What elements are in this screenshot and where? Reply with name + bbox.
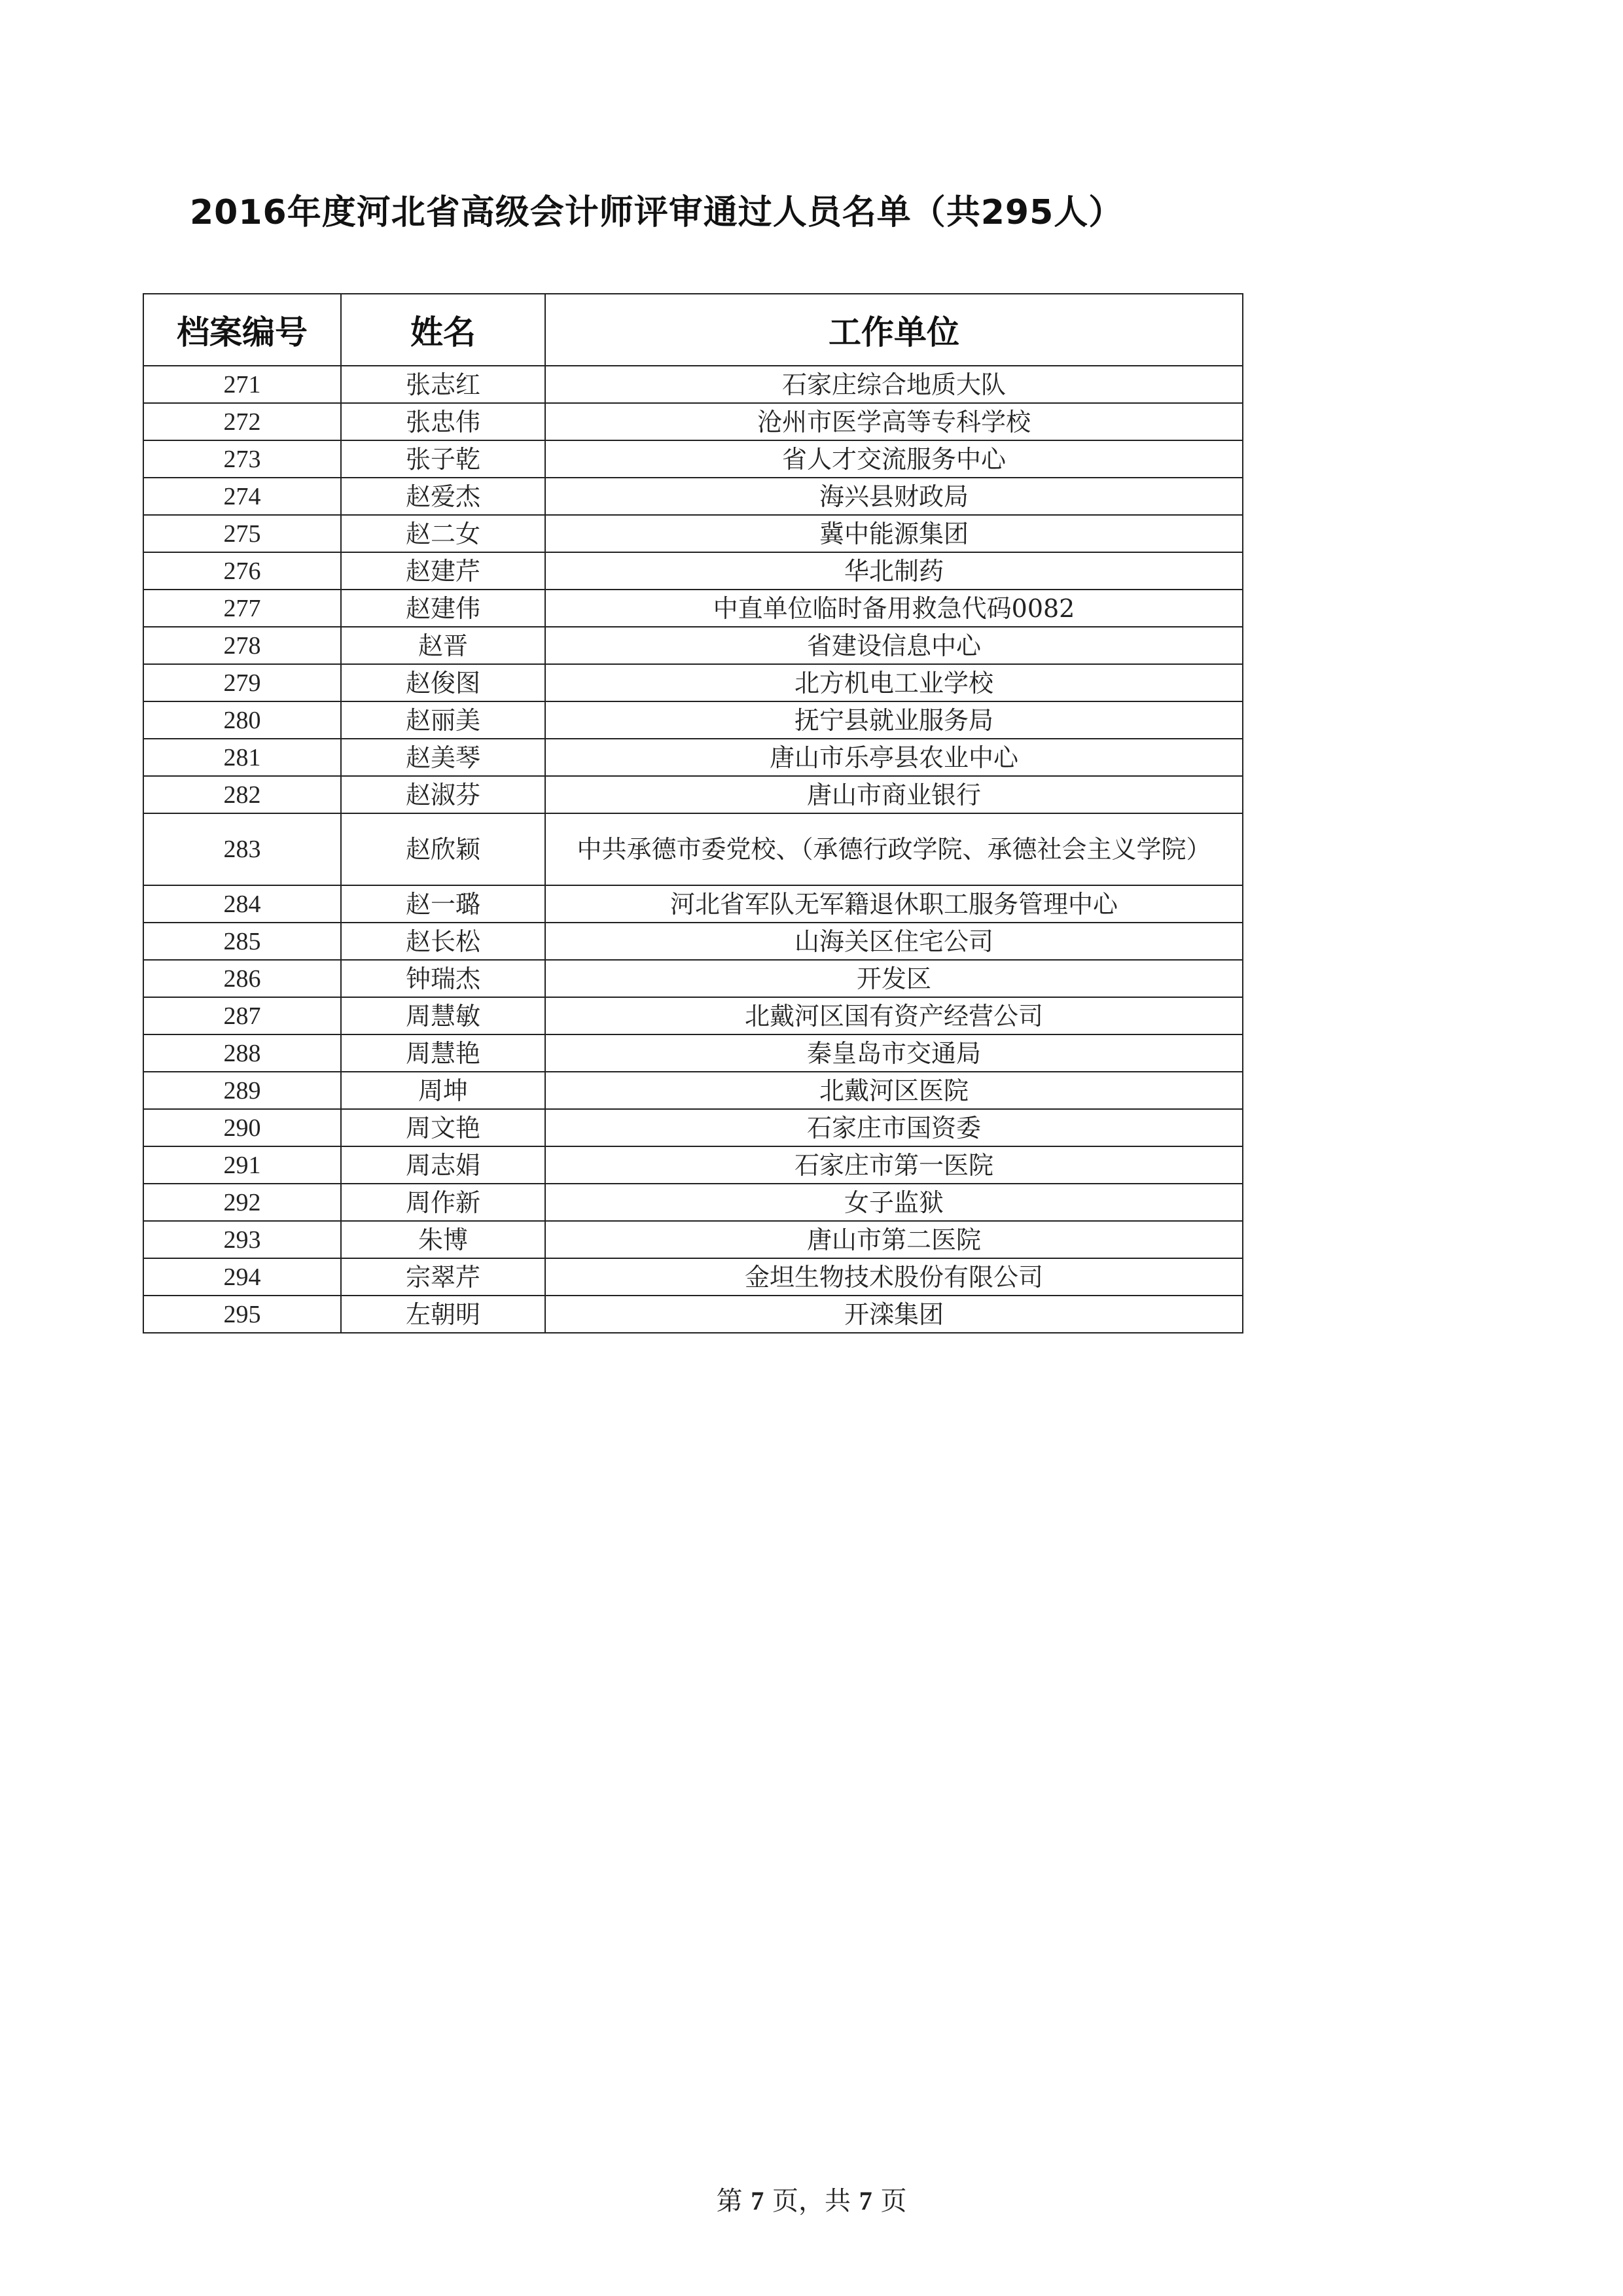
file-number-cell: 274 (143, 478, 341, 515)
work-unit-cell: 北方机电工业学校 (545, 664, 1243, 701)
work-unit-cell: 金坦生物技术股份有限公司 (545, 1258, 1243, 1296)
table-row (143, 885, 1243, 923)
name-cell: 周慧敏 (341, 997, 545, 1034)
work-unit-cell: 冀中能源集团 (545, 515, 1243, 552)
file-number-cell: 295 (143, 1296, 341, 1333)
name-cell: 赵爱杰 (341, 478, 545, 515)
name-cell: 张志红 (341, 366, 545, 403)
file-number-cell: 292 (143, 1184, 341, 1221)
header-work-unit: 工作单位 (545, 294, 1243, 366)
work-unit-cell: 开滦集团 (545, 1296, 1243, 1333)
name-cell: 周坤 (341, 1072, 545, 1109)
work-unit-cell: 唐山市乐亭县农业中心 (545, 739, 1243, 776)
file-number-cell: 293 (143, 1221, 341, 1258)
file-number-cell: 283 (143, 813, 341, 885)
name-cell: 钟瑞杰 (341, 960, 545, 997)
file-number-cell: 273 (143, 440, 341, 478)
name-cell: 张忠伟 (341, 403, 545, 440)
file-number-cell: 275 (143, 515, 341, 552)
name-cell: 朱博 (341, 1221, 545, 1258)
footer-middle: 页，共 (772, 2186, 851, 2216)
table-row (143, 627, 1243, 664)
table-row (143, 1146, 1243, 1184)
file-number-cell: 276 (143, 552, 341, 590)
roster-body (143, 366, 1243, 1333)
table-row (143, 366, 1243, 403)
footer-page-number: 7 (751, 2186, 764, 2216)
name-cell: 赵淑芬 (341, 776, 545, 813)
file-number-cell: 287 (143, 997, 341, 1034)
table-row (143, 1221, 1243, 1258)
file-number-cell: 288 (143, 1034, 341, 1072)
name-cell: 宗翠芹 (341, 1258, 545, 1296)
table-row (143, 923, 1243, 960)
file-number-cell: 282 (143, 776, 341, 813)
work-unit-cell: 石家庄市第一医院 (545, 1146, 1243, 1184)
footer-total-pages: 7 (859, 2186, 872, 2216)
work-unit-cell: 北戴河区医院 (545, 1072, 1243, 1109)
file-number-cell: 289 (143, 1072, 341, 1109)
footer-suffix: 页 (880, 2186, 907, 2216)
page-footer (0, 2180, 1623, 2217)
table-row (143, 1296, 1243, 1333)
work-unit-cell: 海兴县财政局 (545, 478, 1243, 515)
table-row (143, 1034, 1243, 1072)
work-unit-cell: 石家庄市国资委 (545, 1109, 1243, 1146)
name-cell: 周志娟 (341, 1146, 545, 1184)
table-row (143, 739, 1243, 776)
file-number-cell: 286 (143, 960, 341, 997)
table-row (143, 1258, 1243, 1296)
table-row (143, 552, 1243, 590)
work-unit-cell: 河北省军队无军籍退休职工服务管理中心 (545, 885, 1243, 923)
file-number-cell: 284 (143, 885, 341, 923)
name-cell: 周文艳 (341, 1109, 545, 1146)
table-row (143, 1072, 1243, 1109)
work-unit-cell: 开发区 (545, 960, 1243, 997)
file-number-cell: 271 (143, 366, 341, 403)
table-row (143, 664, 1243, 701)
work-unit-cell: 北戴河区国有资产经营公司 (545, 997, 1243, 1034)
file-number-cell: 291 (143, 1146, 341, 1184)
work-unit-cell: 华北制药 (545, 552, 1243, 590)
work-unit-cell: 省建设信息中心 (545, 627, 1243, 664)
name-cell: 周作新 (341, 1184, 545, 1221)
file-number-cell: 294 (143, 1258, 341, 1296)
name-cell: 赵丽美 (341, 701, 545, 739)
table-row (143, 997, 1243, 1034)
work-unit-cell: 秦皇岛市交通局 (545, 1034, 1243, 1072)
table-row (143, 590, 1243, 627)
name-cell: 赵欣颖 (341, 813, 545, 885)
table-row (143, 1184, 1243, 1221)
name-cell: 赵二女 (341, 515, 545, 552)
name-cell: 左朝明 (341, 1296, 545, 1333)
table-row (143, 478, 1243, 515)
name-cell: 周慧艳 (341, 1034, 545, 1072)
file-number-cell: 290 (143, 1109, 341, 1146)
name-cell: 赵一璐 (341, 885, 545, 923)
header-file-number: 档案编号 (143, 294, 341, 366)
file-number-cell: 277 (143, 590, 341, 627)
work-unit-cell: 石家庄综合地质大队 (545, 366, 1243, 403)
work-unit-cell: 山海关区住宅公司 (545, 923, 1243, 960)
page-title: 2016年度河北省高级会计师评审通过人员名单（共295人） (190, 193, 1124, 232)
name-cell: 赵俊图 (341, 664, 545, 701)
table-header-row (143, 294, 1243, 366)
name-cell: 赵建伟 (341, 590, 545, 627)
name-cell: 赵晋 (341, 627, 545, 664)
work-unit-cell: 沧州市医学高等专科学校 (545, 403, 1243, 440)
name-cell: 赵长松 (341, 923, 545, 960)
table-row (143, 1109, 1243, 1146)
work-unit-cell: 中直单位临时备用救急代码0082 (545, 590, 1243, 627)
file-number-cell: 272 (143, 403, 341, 440)
file-number-cell: 278 (143, 627, 341, 664)
work-unit-cell: 唐山市商业银行 (545, 776, 1243, 813)
table-row (143, 960, 1243, 997)
name-cell: 张子乾 (341, 440, 545, 478)
file-number-cell: 281 (143, 739, 341, 776)
header-name: 姓名 (341, 294, 545, 366)
table-row (143, 403, 1243, 440)
name-cell: 赵建芹 (341, 552, 545, 590)
work-unit-cell: 女子监狱 (545, 1184, 1243, 1221)
work-unit-cell: 中共承德市委党校、（承德行政学院、承德社会主义学院） (545, 813, 1243, 885)
file-number-cell: 279 (143, 664, 341, 701)
footer-prefix: 第 (716, 2186, 743, 2216)
table-row (143, 515, 1243, 552)
table-row (143, 813, 1243, 885)
roster-table (143, 293, 1243, 1333)
table-row (143, 701, 1243, 739)
work-unit-cell: 省人才交流服务中心 (545, 440, 1243, 478)
file-number-cell: 280 (143, 701, 341, 739)
table-row (143, 440, 1243, 478)
work-unit-cell: 唐山市第二医院 (545, 1221, 1243, 1258)
work-unit-cell: 抚宁县就业服务局 (545, 701, 1243, 739)
table-row (143, 776, 1243, 813)
name-cell: 赵美琴 (341, 739, 545, 776)
file-number-cell: 285 (143, 923, 341, 960)
